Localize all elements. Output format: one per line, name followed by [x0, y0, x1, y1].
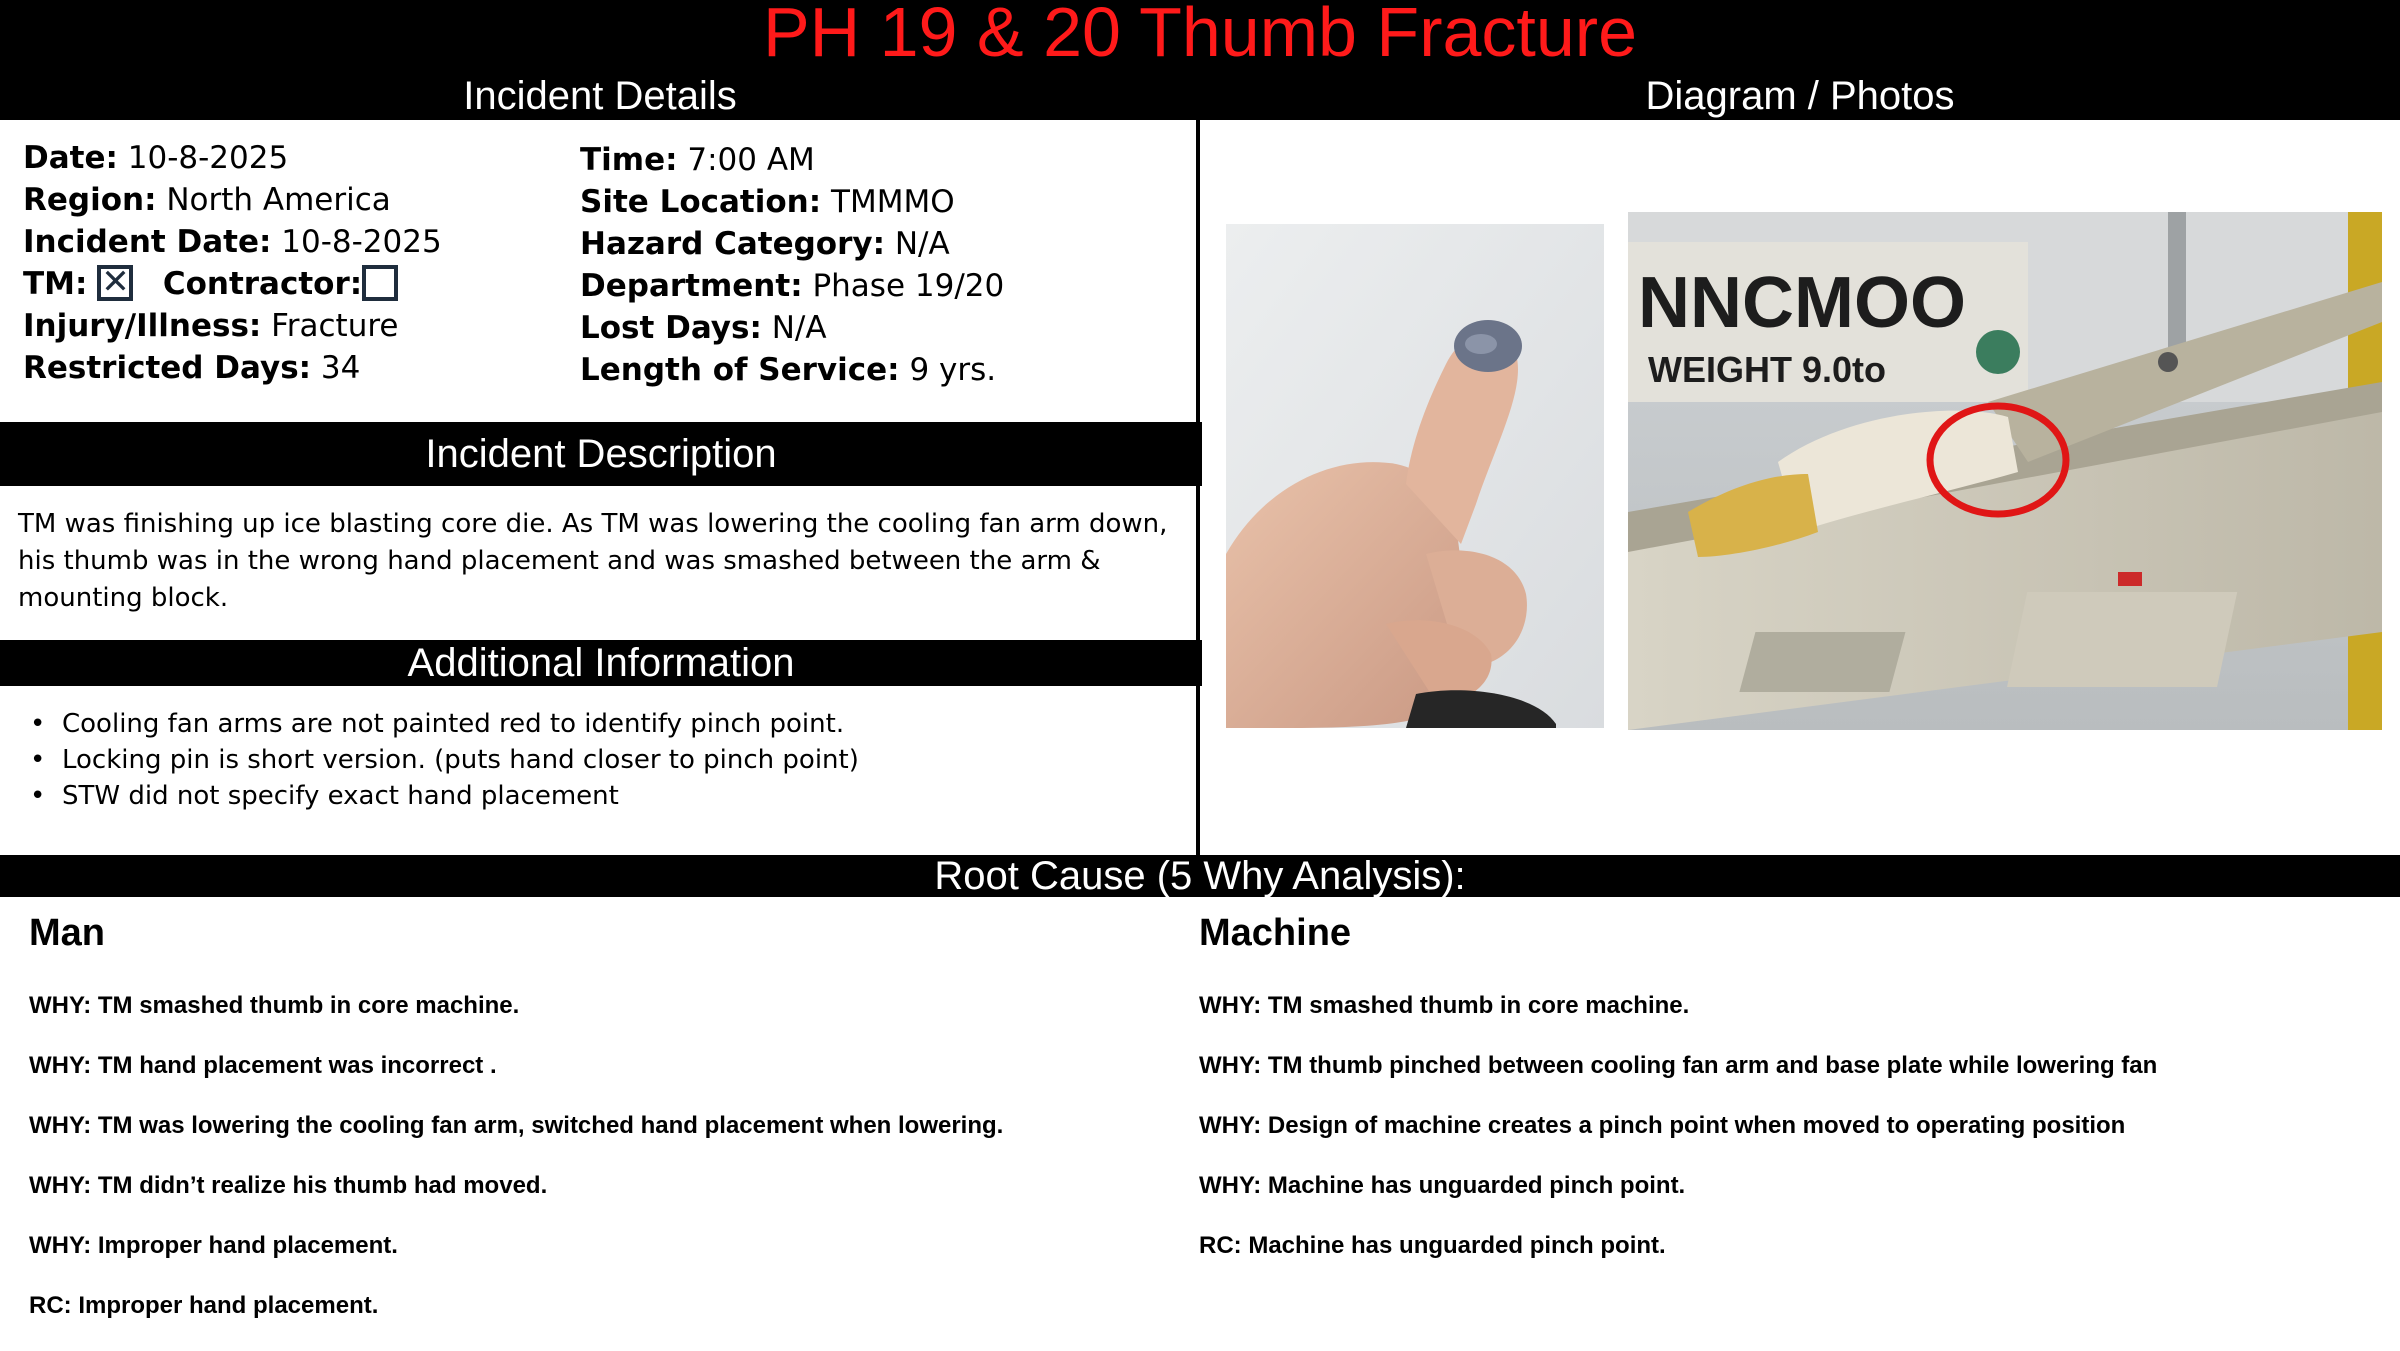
man-why-2: WHY: TM hand placement was incorrect .: [29, 1052, 497, 1079]
page-title: PH 19 & 20 Thumb Fracture: [762, 0, 1638, 71]
machine-why-1: WHY: TM smashed thumb in core machine.: [1199, 992, 1690, 1019]
root-cause-header: Root Cause (5 Why Analysis):: [0, 855, 2400, 897]
detail-restricted-days: Restricted Days: 34: [23, 350, 361, 386]
tm-checkbox[interactable]: ✕: [97, 265, 133, 301]
detail-date: Date: 10-8-2025: [23, 140, 289, 176]
incident-details-header: Incident Details: [463, 74, 737, 118]
additional-info-header: Additional Information: [0, 640, 1202, 686]
detail-incident-date: Incident Date: 10-8-2025: [23, 224, 442, 260]
machine-root-cause: RC: Machine has unguarded pinch point.: [1199, 1232, 1666, 1259]
machine-why-2: WHY: TM thumb pinched between cooling fan arm and base plate while lowering fan: [1199, 1052, 2158, 1079]
machine-why-3: WHY: Design of machine creates a pinch point when moved to operating position: [1199, 1112, 2126, 1139]
man-why-4: WHY: TM didn’t realize his thumb had moved.: [29, 1172, 548, 1199]
detail-time: Time: 7:00 AM: [580, 142, 815, 178]
man-heading: Man: [29, 912, 105, 954]
machine-weight-text: WEIGHT 9.0to: [1648, 349, 1887, 390]
additional-info-list: [30, 706, 859, 814]
detail-lost-days: Lost Days: N/A: [580, 310, 827, 346]
machine-why-4: WHY: Machine has unguarded pinch point.: [1199, 1172, 1686, 1199]
detail-injury: Injury/Illness: Fracture: [23, 308, 399, 344]
man-why-5: WHY: Improper hand placement.: [29, 1232, 398, 1259]
detail-tm-contractor: TM: ✕ Contractor:: [23, 266, 398, 304]
incident-description-header: Incident Description: [0, 422, 1202, 486]
column-divider: [1196, 120, 1200, 855]
detail-site-location: Site Location: TMMMO: [580, 184, 955, 220]
detail-hazard-category: Hazard Category: N/A: [580, 226, 950, 262]
man-why-3: WHY: TM was lowering the cooling fan arm, switched hand placement when lowering.: [29, 1112, 1004, 1139]
man-root-cause: RC: Improper hand placement.: [29, 1292, 379, 1319]
detail-length-of-service: Length of Service: 9 yrs.: [580, 352, 997, 388]
diagram-photos-header: Diagram / Photos: [1645, 74, 1955, 118]
list-item: • Cooling fan arms are not painted red to identify pinch point.: [30, 706, 859, 742]
title-bar: [0, 0, 2400, 120]
machine-label-text: NNCMOO: [1638, 263, 1966, 343]
detail-department: Department: Phase 19/20: [580, 268, 1005, 304]
machine-pinch-point-photo: [1628, 212, 2382, 730]
incident-description-text: TM was finishing up ice blasting core die. As TM was lowering the cooling fan arm down, his thumb was in the wrong hand placement and was smashed between the arm & mounting block.: [18, 509, 1168, 613]
list-item: • STW did not specify exact hand placement: [30, 778, 859, 814]
machine-heading: Machine: [1199, 912, 1352, 954]
list-item: • Locking pin is short version. (puts hand closer to pinch point): [30, 742, 859, 778]
man-why-1: WHY: TM smashed thumb in core machine.: [29, 992, 520, 1019]
detail-region: Region: North America: [23, 182, 391, 218]
thumb-injury-photo: [1226, 224, 1604, 728]
contractor-checkbox[interactable]: [362, 265, 398, 301]
